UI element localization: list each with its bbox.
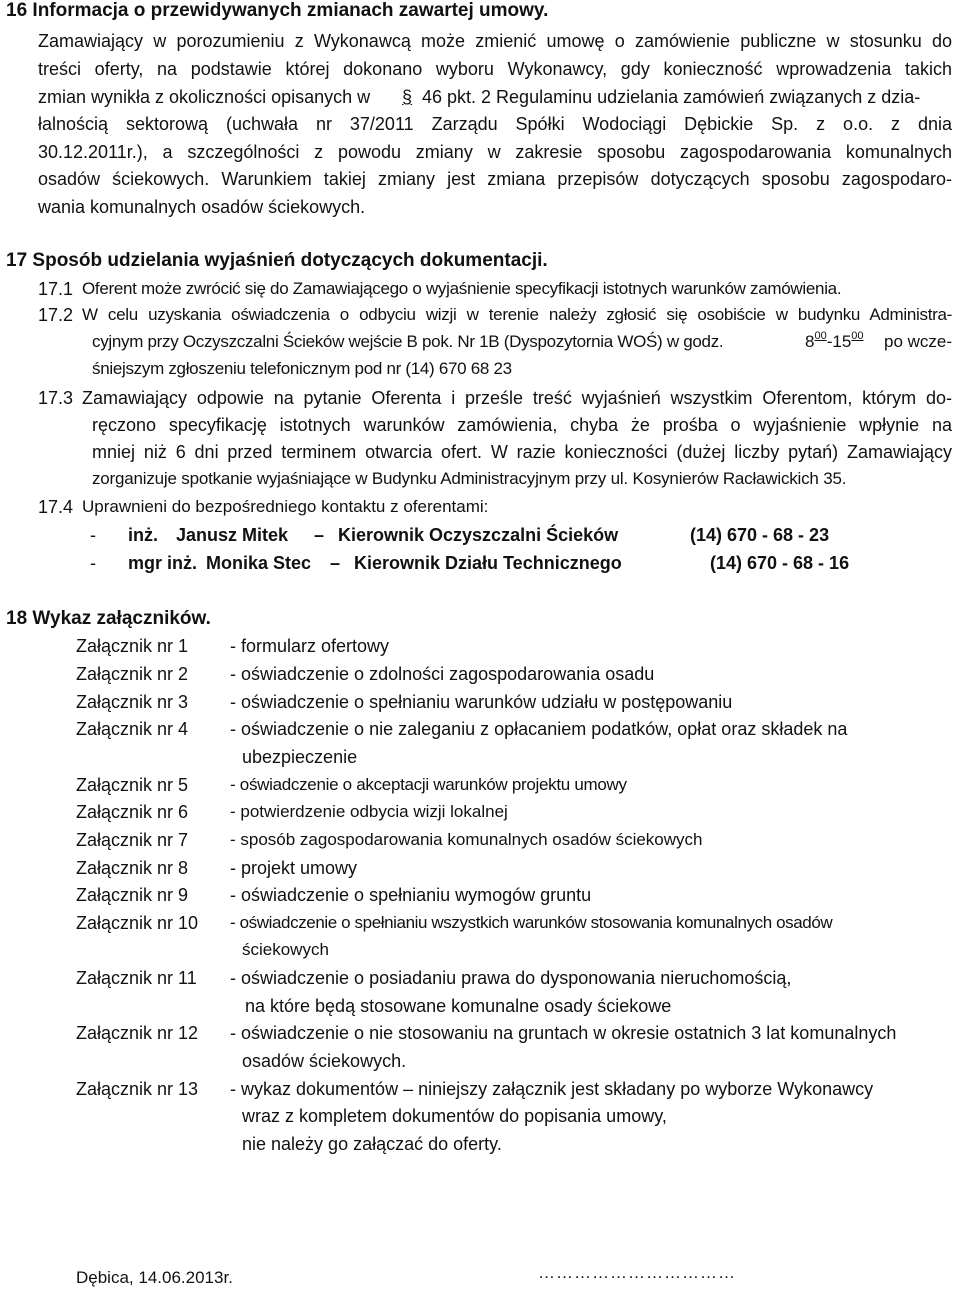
item-17-4-number: 17.4 <box>38 497 74 517</box>
attachment-label: Załącznik nr 9 <box>76 885 189 905</box>
section-16-line-6: osadów ściekowych. Warunkiem takiej zmiany jest zmiana przepisów dotyczących sposobu zagospodaro- <box>38 169 952 189</box>
section-16-line-5: 30.12.2011r.), a szczególności z powodu zmiany w zakresie sposobu zagospodarowania komunalnych <box>38 142 952 162</box>
item-17-3-line-1: Zamawiający odpowie na pytanie Oferenta i prześle treść wyjaśnień wszystkim Oferentom, którym do- <box>82 388 952 408</box>
contact-2-separator: – <box>330 553 341 573</box>
section-16-line-7: wania komunalnych osadów ściekowych. <box>38 197 366 217</box>
hours-to: -15 <box>826 332 852 351</box>
attachment-label: Załącznik nr 13 <box>76 1079 199 1099</box>
attachment-desc: - oświadczenie o spełnianiu warunków udziału w postępowaniu <box>230 692 733 712</box>
attachment-label: Załącznik nr 11 <box>76 968 197 988</box>
hours-from-minutes: 00 <box>814 330 827 342</box>
item-17-3-line-4: zorganizuje spotkanie wyjaśniające w Budynku Administracyjnym przy ul. Kosynierów Racławickich 35. <box>92 469 847 488</box>
contact-2-dash: - <box>90 553 96 573</box>
attachment-desc: - potwierdzenie odbycia wizji lokalnej <box>230 802 508 821</box>
item-17-3-line-2: ręczono specyfikację istotnych warunków zamówienia, chyba że prośba o wyjaśnienie wpłynie na <box>92 415 952 435</box>
place-and-date: Dębica, 14.06.2013r. <box>76 1268 233 1287</box>
attachment-label: Załącznik nr 2 <box>76 664 189 684</box>
attachment-desc-cont: ściekowych <box>242 940 329 959</box>
attachment-desc: - oświadczenie o akceptacji warunków projektu umowy <box>230 775 627 794</box>
attachment-desc: - oświadczenie o nie stosowaniu na gruntach w okresie ostatnich 3 lat komunalnych <box>230 1023 897 1043</box>
attachment-label: Załącznik nr 5 <box>76 775 189 795</box>
attachment-desc: - formularz ofertowy <box>230 636 390 656</box>
attachment-desc: - sposób zagospodarowania komunalnych osadów ściekowych <box>230 830 703 849</box>
item-17-1-text: Oferent może zwrócić się do Zamawiającego o wyjaśnienie specyfikacji istotnych warunków zamówienia. <box>82 279 842 298</box>
attachment-desc: - projekt umowy <box>230 858 358 878</box>
item-17-2-line-2-tail: po wcze- <box>884 332 953 351</box>
attachment-label: Załącznik nr 10 <box>76 913 199 933</box>
item-17-2-number: 17.2 <box>38 305 74 325</box>
attachment-desc: - oświadczenie o nie zaleganiu z opłacaniem podatków, opłat oraz składek na <box>230 719 848 739</box>
item-17-3-line-3: mniej niż 6 dni przed terminem otwarcia ofert. W razie konieczności (dużej liczby pytań) Zamawiający <box>92 442 952 462</box>
section-16-heading: 16 Informacja o przewidywanych zmianach zawartej umowy. <box>6 0 549 21</box>
attachment-label: Załącznik nr 3 <box>76 692 189 712</box>
attachment-desc-cont: nie należy go załączać do oferty. <box>242 1134 502 1154</box>
attachment-desc: - oświadczenie o spełnianiu wymogów gruntu <box>230 885 592 905</box>
attachment-desc-cont: na które będą stosowane komunalne osady ściekowe <box>245 996 672 1016</box>
contact-1-dash: - <box>90 525 96 545</box>
attachment-label: Załącznik nr 1 <box>76 636 189 656</box>
contact-1-role: Kierownik Oczyszczalni Ścieków <box>338 525 619 545</box>
attachment-label: Załącznik nr 4 <box>76 719 189 739</box>
attachment-desc-cont: osadów ściekowych. <box>242 1051 407 1071</box>
section-16-line-4: łalnością sektorową (uchwała nr 37/2011 Zarządu Spółki Wodociągi Dębickie Sp. z o.o. z dnia <box>38 114 952 134</box>
contact-2-role: Kierownik Działu Technicznego <box>354 553 622 573</box>
contact-2-phone: (14) 670 - 68 - 16 <box>710 553 850 573</box>
attachment-desc-cont: ubezpieczenie <box>242 747 358 767</box>
item-17-1-number: 17.1 <box>38 279 74 299</box>
hours-to-minutes: 00 <box>851 330 864 342</box>
contact-1-separator: – <box>314 525 325 545</box>
item-17-4-text: Uprawnieni do bezpośredniego kontaktu z oferentami: <box>82 497 489 516</box>
section-18-heading: 18 Wykaz załączników. <box>6 608 211 629</box>
attachment-label: Załącznik nr 7 <box>76 830 189 850</box>
attachment-desc: - oświadczenie o zdolności zagospodarowania osadu <box>230 664 655 684</box>
section-16-line-1: Zamawiający w porozumieniu z Wykonawcą może zmienić umowę o zamówienie publiczne w stosunku do <box>38 31 952 51</box>
attachment-desc: - oświadczenie o spełnianiu wszystkich warunków stosowania komunalnych osadów <box>230 913 833 932</box>
attachment-label: Załącznik nr 8 <box>76 858 189 878</box>
visit-hours <box>805 330 864 351</box>
contact-1-name: Janusz Mitek <box>176 525 289 545</box>
signature-line: …………………………… <box>538 1263 736 1282</box>
paragraph-sign: § <box>402 87 413 107</box>
attachment-desc: - wykaz dokumentów – niniejszy załącznik jest składany po wyborze Wykonawcy <box>230 1079 874 1099</box>
item-17-2-line-3: śniejszym zgłoszeniu telefonicznym pod nr (14) 670 68 23 <box>92 359 512 378</box>
attachment-label: Załącznik nr 6 <box>76 802 189 822</box>
contact-2-name: Monika Stec <box>206 553 312 573</box>
section-16-line-3b: 46 pkt. 2 Regulaminu udzielania zamówień związanych z dzia- <box>422 87 921 107</box>
item-17-2-line-2: cyjnym przy Oczyszczalni Ścieków wejście B pok. Nr 1B (Dyspozytornia WOŚ) w godz. <box>92 332 724 351</box>
attachment-desc: - oświadczenie o posiadaniu prawa do dysponowania nieruchomością, <box>230 968 792 988</box>
section-16-line-3a: zmian wynikła z okoliczności opisanych w <box>38 87 371 107</box>
hours-from: 8 <box>805 332 815 351</box>
contact-1-phone: (14) 670 - 68 - 23 <box>690 525 830 545</box>
contact-1-title: inż. <box>128 525 158 545</box>
attachment-desc-cont: wraz z kompletem dokumentów do popisania umowy, <box>242 1106 667 1126</box>
section-17-heading: 17 Sposób udzielania wyjaśnień dotyczących dokumentacji. <box>6 250 548 271</box>
contact-2-title: mgr inż. <box>128 553 198 573</box>
section-16-line-2: treści oferty, na podstawie której dokonano wyboru Wykonawcy, gdy konieczność wprowadzenia takich <box>38 59 952 79</box>
item-17-2-line-1: W celu uzyskania oświadczenia o odbyciu wizji w terenie należy zgłosić się osobiście w budynku Administra- <box>82 305 952 324</box>
item-17-3-number: 17.3 <box>38 388 74 408</box>
attachment-label: Załącznik nr 12 <box>76 1023 199 1043</box>
